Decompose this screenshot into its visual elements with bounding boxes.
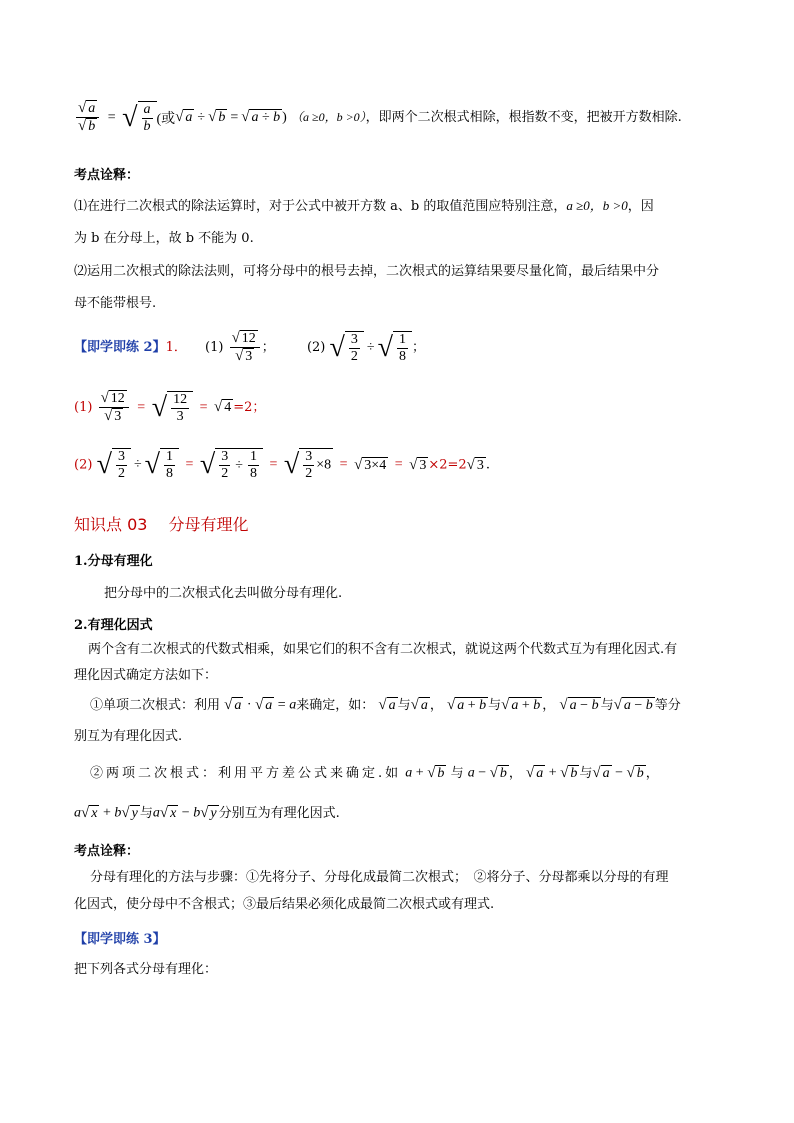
kaodian1-p2-cont: 母不能带根号. [74,296,157,311]
practice3-text: 把下列各式分母有理化： [74,962,218,977]
practice2-tag: 【即学即练 2】 [74,340,166,355]
kaodian1-p2: ⑵运用二次根式的除法法则，可将分母中的根号去掉，二次根式的运算结果要尽量化简，最后结果中分 [74,264,660,279]
kaodian2-p1: 分母有理化的方法与步骤：①先将分子、分母化成最简二次根式； ②将分子、分母都乘以分母的有理 [90,870,669,885]
sub2-item2: ②两项二次根式：利用平方差公式来确定.如 a + √ b 与 a − √ b ， √ a + √ b 与 √ a − √ b ， [90,765,659,781]
kaodian2-p2: 化因式，使分母中不含根式；③最后结果必须化成最简二次根式或有理式. [74,897,495,912]
sub2-heading: 2.有理化因式 [74,618,153,633]
kaodian1-p1: ⑴在进行二次根式的除法运算时，对于公式中被开方数 a、b 的取值范围应特别注意，a ≥0，b >0，因 [74,198,654,214]
sub2-p2: 理化因式确定方法如下： [74,668,218,683]
kaodian-heading-2: 考点诠释： [74,844,140,859]
sub1-text: 把分母中的二次根式化去叫做分母有理化. [104,586,343,601]
formula-lhs: √ a √ b = √ $\frac{a}{b}$ [74,100,157,135]
practice2-q2-expr: √ $\frac{3}{2}$ ÷ √ $\frac{1}{8}$ [330,331,412,365]
practice2-q1-expr: √ 12 √ 3 [228,330,262,365]
practice2-answer2: (2) √ $\frac{3}{2}$ ÷ √ $\frac{1}{8}$ = √ $\frac{3}{2}$ ÷ $\frac{1}{8}$ = √ $\frac{3}{2}$ ×8 = √ 3×4 = √ 3 ×2=2 √ 3 . [74,449,491,481]
sub2-item2-cont: a √ x + b √ y 与a √ x − b √ y 分别互为有理化因式. [74,805,340,821]
division-formula-line: √ a √ b = √ $\frac{a}{b}$ (或 √ a ÷ √ b = √ a ÷ b ) （a ≥0，b >0），即两个二次根式相除，根指数不变，把被开方数相除. [74,100,682,135]
sub2-item1: ①单项二次根式：利用 √ a · √ a = a来确定，如： √ a 与 √ a ， √ a + b 与 √ a + b ， √ a − b 与 √ a − b 等分 [90,697,681,713]
sub2-item1-cont: 别互为有理化因式. [74,729,183,744]
formula-alt: √ a ÷ √ b = √ a ÷ b [175,109,281,125]
kaodian-heading-1: 考点诠释： [74,168,140,183]
section-title: 知识点 03 分母有理化 [74,515,249,534]
sub2-p1: 两个含有二次根式的代数式相乘，如果它们的积不含有二次根式，就说这两个代数式互为有理化因式.有 [88,642,678,657]
sub1-heading: 1.分母有理化 [74,554,153,569]
practice3-tag: 【即学即练 3】 [74,932,166,947]
practice2-questions: 【即学即练 2】1． (1) √ 12 √ 3 ； (2) √ $\frac{3}{2}$ ÷ √ $\frac{1}{8}$ ； [74,330,425,364]
kaodian1-p1-cont: 为 b 在分母上，故 b 不能为 0. [74,231,254,246]
practice2-answer1: (1) √ 12 √ 3 = √ $\frac{12}{3}$ = √ 4 =2； [74,390,266,424]
